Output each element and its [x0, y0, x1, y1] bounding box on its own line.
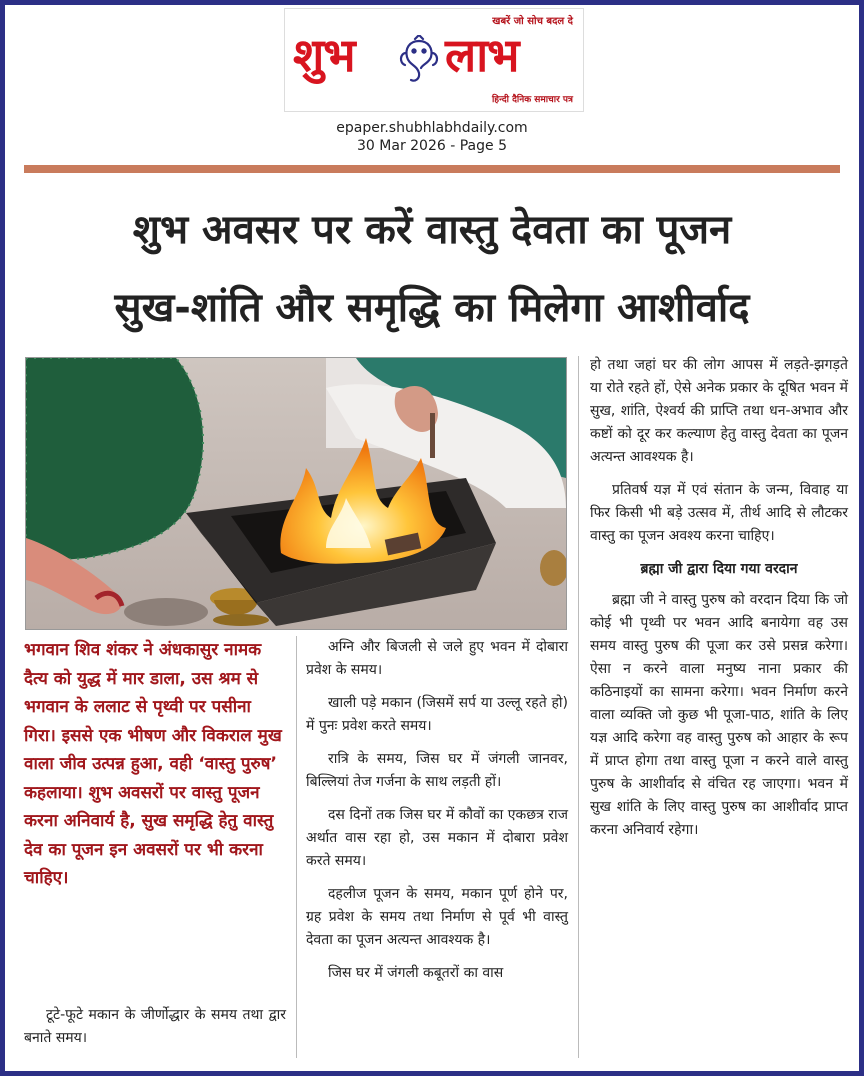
havan-fire-photo [25, 357, 567, 630]
col2-paragraph-4: दस दिनों तक जिस घर में कौवों का एकछत्र राज अर्थात वास रहा हो, उस मकान में दोबारा प्रवेश करते समय। [306, 807, 568, 869]
col2-text [306, 636, 568, 995]
col1-paragraph: टूटे-फूटे मकान के जीर्णोद्धार के समय तथा द्वार बनाते समय। [24, 1007, 286, 1046]
epaper-url[interactable]: epaper.shubhlabhdaily.com [336, 120, 528, 136]
masthead-logo[interactable] [284, 8, 584, 112]
masthead-tagline: खबरें जो सोच बदल दे [492, 16, 573, 27]
col1-text [24, 1004, 286, 1050]
col3-subheading: ब्रह्मा जी द्वारा दिया गया वरदान [640, 561, 798, 577]
col2-paragraph-3: रात्रि के समय, जिस घर में जंगली जानवर, बिल्लियां तेज गर्जना के साथ लड़ती हों। [306, 751, 568, 790]
col3-paragraph-1: हो तथा जहां घर की लोग आपस में लड़ते-झगड़ते या रोते रहते हों, ऐसे अनेक प्रकार के दूषित भवन में सुख, शांति, ऐश्वर्य की प्राप्ति तथा धन-अभाव और कष्टों को दूर कर कल्याण हेतु वास्तु देवता का पूजन अत्यन्त आवश्यक है। [590, 357, 848, 465]
col2-paragraph-6: जिस घर में जंगली कबूतरों का वास [328, 965, 504, 981]
column-separator-2 [578, 356, 579, 1058]
havan-illustration [26, 358, 566, 629]
col3-paragraph-2: प्रतिवर्ष यज्ञ में एवं संतान के जन्म, विवाह या फिर किसी भी बड़े उत्सव में, तीर्थ आदि से लौटकर वास्तु का पूजन अवश्य करना चाहिए। [590, 482, 848, 544]
col2-paragraph-1: अग्नि और बिजली से जले हुए भवन में दोबारा प्रवेश के समय। [306, 639, 568, 678]
headline-primary: शुभ अवसर पर करें वास्तु देवता का पूजन [132, 207, 732, 253]
headline-secondary: सुख-शांति और समृद्धि का मिलेगा आशीर्वाद [114, 285, 750, 331]
article-intro: भगवान शिव शंकर ने अंधकासुर नामक दैत्य को युद्ध में मार डाला, उस श्रम से भगवान के ललाट से पृथ्वी पर पसीना गिरा। इससे एक भीषण और विकराल मुख वाला जीव उत्पन्न हुआ, वही ‘वास्तु पुरुष’ कहलाया। शुभ अवसरों पर वास्तु पूजन करना अनिवार्य है, सुख समृद्धि हेतु वास्तु देव का पूजन इन अवसरों पर भी करना चाहिए। [24, 640, 282, 888]
masthead-divider [24, 165, 840, 173]
col3-text [590, 354, 848, 852]
issue-date-page: 30 Mar 2026 - Page 5 [357, 138, 507, 154]
col2-paragraph-2: खाली पड़े मकान (जिसमें सर्प या उल्लू रहते हो) में पुनः प्रवेश करते समय। [306, 695, 568, 734]
logo-word-right: लाभ [445, 28, 519, 82]
column-separator-1 [296, 636, 297, 1058]
ganesha-icon [397, 35, 441, 85]
logo-word-left: शुभ [293, 28, 355, 82]
col2-paragraph-5: दहलीज पूजन के समय, मकान पूर्ण होने पर, ग्रह प्रवेश के समय तथा निर्माण से पूर्व भी वास्तु देवता का पूजन अत्यन्त आवश्यक है। [306, 886, 568, 948]
masthead-subtitle: हिन्दी दैनिक समाचार पत्र [491, 95, 573, 105]
col3-paragraph-3: ब्रह्मा जी ने वास्तु पुरुष को वरदान दिया कि जो कोई भी पृथ्वी पर भवन आदि बनायेगा वह उस समय वास्तु पुरुष की पूजा कर उसे प्रसन्न करेगा। ऐसा न करने वाला मनुष्य नाना प्रकार की कठिनाइयों का सामना करेगा। भवन निर्माण करने वाला व्यक्ति जो कुछ भी पूजा-पाठ, शांति के लिए यज्ञ आदि करेगा वह वास्तु पुरुष को आहार के रूप में प्राप्त होगा तथा वास्तु पूजा न करने वाले वास्तु पुरुष के आशीर्वाद से वंचित रह जाएगा। भवन में सुख शांति के लिए वास्तु पुरुष का आशीर्वाद प्राप्त करना अनिवार्य रहेगा। [590, 592, 848, 838]
